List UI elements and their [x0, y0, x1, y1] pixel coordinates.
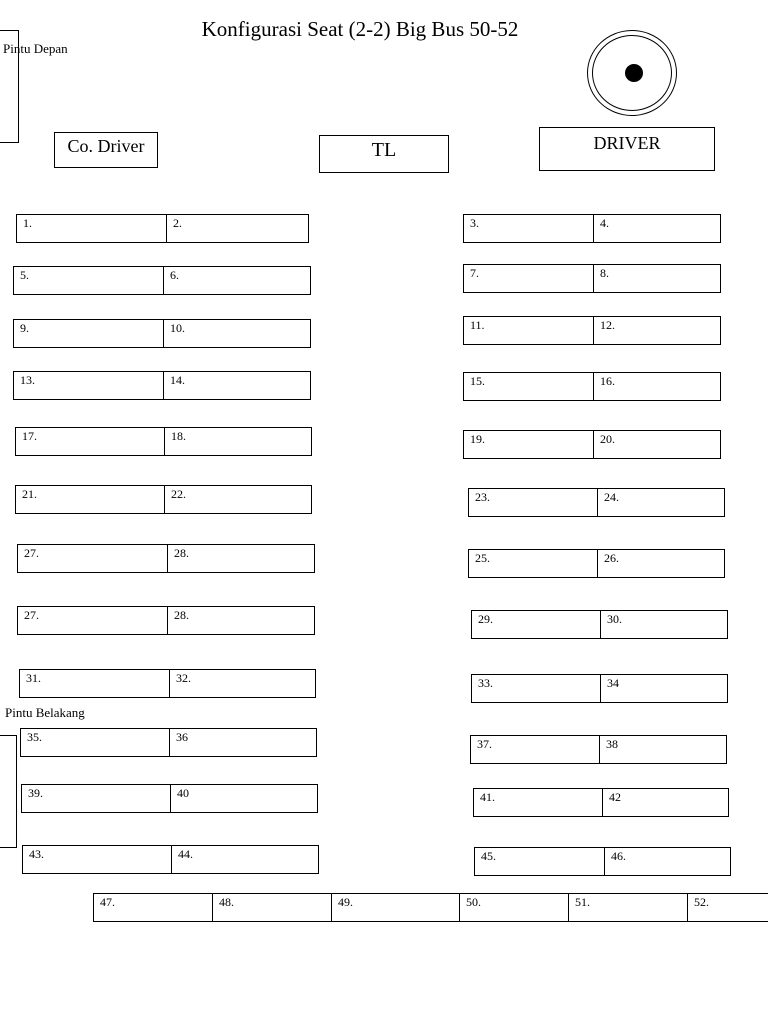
seat-row-right [473, 788, 729, 817]
seat-row-left [19, 669, 316, 698]
seat-row-left [20, 728, 317, 757]
seat-row-right [470, 735, 727, 764]
seat[interactable]: 46. [604, 848, 730, 875]
seat[interactable]: 22. [164, 486, 311, 513]
seat[interactable]: 45. [481, 849, 496, 863]
seat-row-left [17, 606, 315, 635]
seat-row-right [463, 372, 721, 401]
seat[interactable]: 27. [24, 546, 39, 560]
seat[interactable]: 39. [28, 786, 43, 800]
seat[interactable]: 20. [593, 431, 720, 458]
seat[interactable]: 51. [568, 894, 687, 921]
rear-door-outline [0, 735, 17, 848]
seat[interactable]: 35. [27, 730, 42, 744]
seat[interactable]: 8. [593, 265, 720, 292]
seat[interactable]: 19. [470, 432, 485, 446]
seat-row-right [463, 264, 721, 293]
seat[interactable]: 24. [597, 489, 724, 516]
seat[interactable]: 41. [480, 790, 495, 804]
seat-row-left [17, 544, 315, 573]
seat[interactable]: 44. [171, 846, 318, 873]
driver-box: DRIVER [539, 127, 715, 171]
steering-wheel-inner-ring [592, 35, 672, 111]
seat[interactable]: 43. [29, 847, 44, 861]
seat-row-right [471, 610, 728, 639]
seat[interactable]: 18. [164, 428, 311, 455]
steering-wheel-icon [587, 30, 677, 116]
seat-row-right [468, 488, 725, 517]
tl-box: TL [319, 135, 449, 173]
seat[interactable]: 6. [163, 267, 310, 294]
seat[interactable]: 3. [470, 216, 479, 230]
seat-row-left [13, 371, 311, 400]
seat-row-left [15, 485, 312, 514]
seat[interactable]: 40 [170, 785, 317, 812]
seat-row-left [16, 214, 309, 243]
seat-row-right [463, 430, 721, 459]
seat[interactable]: 34 [600, 675, 727, 702]
seat[interactable]: 50. [459, 894, 568, 921]
rear-door-label: Pintu Belakang [5, 705, 85, 720]
front-door-outline [0, 30, 19, 143]
seat[interactable]: 30. [600, 611, 727, 638]
seat[interactable]: 16. [593, 373, 720, 400]
seat[interactable]: 9. [20, 321, 29, 335]
seat-row-right [463, 214, 721, 243]
seat[interactable]: 49. [331, 894, 459, 921]
seat[interactable]: 23. [475, 490, 490, 504]
seat-row-left [15, 427, 312, 456]
seat[interactable]: 10. [163, 320, 310, 347]
seat[interactable]: 21. [22, 487, 37, 501]
seat[interactable]: 11. [470, 318, 485, 332]
seat[interactable]: 38 [599, 736, 726, 763]
seat[interactable]: 2. [166, 215, 308, 242]
seat-row-right [471, 674, 728, 703]
seat[interactable]: 31. [26, 671, 41, 685]
seat-row-left [22, 845, 319, 874]
seat[interactable]: 32. [169, 670, 315, 697]
seat[interactable]: 47. [100, 895, 115, 909]
seat[interactable]: 4. [593, 215, 720, 242]
seat[interactable]: 33. [478, 676, 493, 690]
seat[interactable]: 42 [602, 789, 728, 816]
seat[interactable]: 27. [24, 608, 39, 622]
seat[interactable]: 7. [470, 266, 479, 280]
steering-wheel-hub [625, 64, 643, 82]
seat[interactable]: 48. [212, 894, 331, 921]
seat[interactable]: 37. [477, 737, 492, 751]
seat[interactable]: 17. [22, 429, 37, 443]
seat-row-left [13, 319, 311, 348]
seat[interactable]: 28. [167, 545, 314, 572]
seat[interactable]: 14. [163, 372, 310, 399]
seat[interactable]: 5. [20, 268, 29, 282]
seat[interactable]: 13. [20, 373, 35, 387]
seat-row-right [463, 316, 721, 345]
seat[interactable]: 15. [470, 374, 485, 388]
seat-row-left [13, 266, 311, 295]
seat[interactable]: 28. [167, 607, 314, 634]
seat[interactable]: 36 [169, 729, 316, 756]
seat-row-right [468, 549, 725, 578]
seat[interactable]: 26. [597, 550, 724, 577]
seat[interactable]: 52. [687, 894, 768, 921]
seat-row-right [474, 847, 731, 876]
seat[interactable]: 29. [478, 612, 493, 626]
front-door-label: Pintu Depan [3, 41, 68, 56]
seat[interactable]: 1. [23, 216, 32, 230]
seat-row-back [93, 893, 768, 922]
co-driver-box: Co. Driver [54, 132, 158, 168]
seat[interactable]: 12. [593, 317, 720, 344]
page-title: Konfigurasi Seat (2-2) Big Bus 50-52 [201, 17, 519, 41]
seat-row-left [21, 784, 318, 813]
seat[interactable]: 25. [475, 551, 490, 565]
